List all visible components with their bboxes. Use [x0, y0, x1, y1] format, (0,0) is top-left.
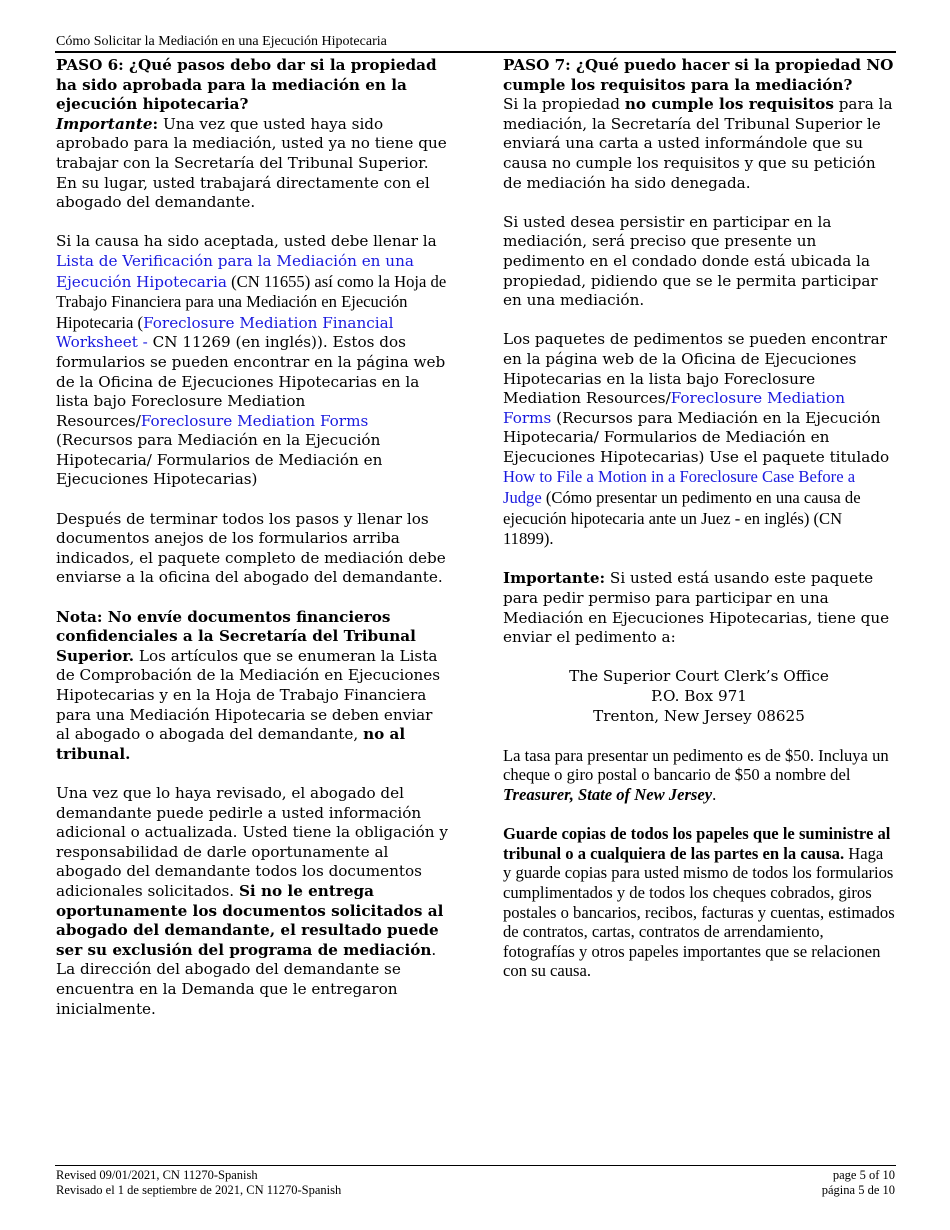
header-title: Cómo Solicitar la Mediación en una Ejecución Hipotecaria — [56, 34, 387, 49]
right-paragraph-3: Los paquetes de pedimentos se pueden encontrar en la página web de la Oficina de Ejecuciones Hipotecarias en la lista bajo Foreclosure Mediation Resources/Foreclosure Mediation Forms (Recursos para Mediación en la Ejecución Hipotecaria/ Formularios de Mediación en Ejecuciones Hipotecarias) Use el paquete titulado How to File a Motion in a Foreclosure Case Before a Judge (Cómo presentar un pedimento en una causa de ejecución hipotecaria ante un Juez - en inglés) (CN 11899). — [503, 330, 890, 549]
right-column — [503, 56, 895, 1001]
left-paragraph-4: Nota: No envíe documentos financieros confidenciales a la Secretaría del Tribunal Superior. Los artículos que se enumeran la Lista de Comprobación de la Mediación en Ejecuciones Hipotecarias y en la Hoja de Trabajo Financiera para una Mediación Hipotecaria se deben enviar al abogado o abogada del demandante, no al tribunal. — [56, 607, 441, 763]
right-paragraph-1: Si la propiedad no cumple los requisitos para la mediación, la Secretaría del Tribunal Superior le enviará una carta a usted informándole que su causa no cumple los requisitos y que su petición de mediación ha sido denegada. — [503, 95, 893, 192]
address-line-2: P.O. Box 971 — [651, 687, 747, 705]
left-column — [56, 56, 448, 1039]
step7-title: PASO 7: ¿Qué puedo hacer si la propiedad NO cumple los requisitos para la mediación? — [503, 56, 894, 94]
left-paragraph-1: Importante: Una vez que usted haya sido aprobado para la mediación, usted ya no tiene que trabajar con la Secretaría del Tribunal Superior. En su lugar, usted trabajará directamente con el abogado del demandante. — [56, 114, 447, 212]
left-paragraph-2: Si la causa ha sido aceptada, usted debe llenar la Lista de Verificación para la Mediación en una Ejecución Hipotecaria (CN 11655) así como la Hoja de Trabajo Financiera para una Mediación en Ejecución Hipotecaria (Foreclosure Mediation Financial Worksheet - CN 11269 (en inglés)). Estos dos formularios se pueden encontrar en la página web de la Oficina de Ejecuciones Hipotecarias en la lista bajo Foreclosure Mediation Resources/Foreclosure Mediation Forms (Recursos para Mediación en la Ejecución Hipotecaria/ Formularios de Mediación en Ejecuciones Hipotecarias) — [56, 232, 447, 489]
right-paragraph-5: La tasa para presentar un pedimento es de $50. Incluya un cheque o giro postal o bancario de $50 a nombre del Treasurer, State of New Jersey. — [503, 745, 889, 804]
step6-title: PASO 6: ¿Qué pasos debo dar si la propiedad ha sido aprobada para la mediación en la ejecución hipotecaria? — [56, 56, 437, 114]
financial-worksheet-link[interactable]: Foreclosure Mediation Financial Worksheet - — [56, 313, 394, 352]
footer-page-number: page 5 of 10 página 5 de 10 — [821, 1168, 895, 1197]
important-label: Importante — [56, 114, 153, 133]
address-line-3: Trenton, New Jersey 08625 — [593, 706, 805, 725]
checklist-link[interactable]: Lista de Verificación para la Mediación en una Ejecución Hipotecaria — [56, 251, 414, 291]
footer-rule — [55, 1165, 896, 1166]
address-line-1: The Superior Court Clerk’s Office — [569, 667, 829, 686]
right-paragraph-6: Guarde copias de todos los papeles que le suministre al tribunal o a cualquiera de las partes en la causa. Haga y guarde copias para usted mismo de todos los formularios cumplimentados y de todos los cheques cobrados, giros postales o bancarios, recibos, facturas y cuentas, estimados de contratos, cartas, contratos de arrendamiento, fotografías y otros papeles importantes que se relacionen con su causa. — [503, 824, 895, 981]
left-paragraph-3: Después de terminar todos los pasos y llenar los documentos anejos de los formularios arriba indicados, el paquete completo de mediación debe enviarse a la oficina del abogado del demandante. — [56, 509, 446, 587]
motion-forms-link[interactable]: Foreclosure Mediation Forms — [503, 389, 846, 427]
header-rule — [55, 51, 896, 53]
mediation-forms-link[interactable]: Foreclosure Mediation Forms — [140, 411, 369, 430]
right-paragraph-2: Si usted desea persistir en participar en la mediación, será preciso que presente un pedimento en el condado donde está ubicada la propiedad, pidiendo que se le permita participar en una mediación. — [503, 212, 878, 310]
right-paragraph-4: Importante: Si usted está usando este paquete para pedir permiso para participar en una Mediación en Ejecuciones Hipotecarias, tiene que enviar el pedimento a: — [503, 569, 890, 647]
left-paragraph-5: Una vez que lo haya revisado, el abogado del demandante puede pedirle a usted información adicional o actualizada. Usted tiene la obligación y responsabilidad de darle oportunamente al abogado del demandante todos los documentos adicionales solicitados. Si no le entrega oportunamente los documentos solicitados al abogado del demandante, el resultado puede ser su exclusión del programa de mediación. La dirección del abogado del demandante se encuentra en la Demanda que le entregaron inicialmente. — [56, 783, 448, 1018]
footer-revision: Revised 09/01/2021, CN 11270-Spanish Revisado el 1 de septiembre de 2021, CN 11270-Spanish — [56, 1168, 342, 1197]
how-to-file-motion-link[interactable]: How to File a Motion in a Foreclosure Case Before a Judge — [503, 467, 856, 508]
clerk-address — [503, 667, 895, 726]
